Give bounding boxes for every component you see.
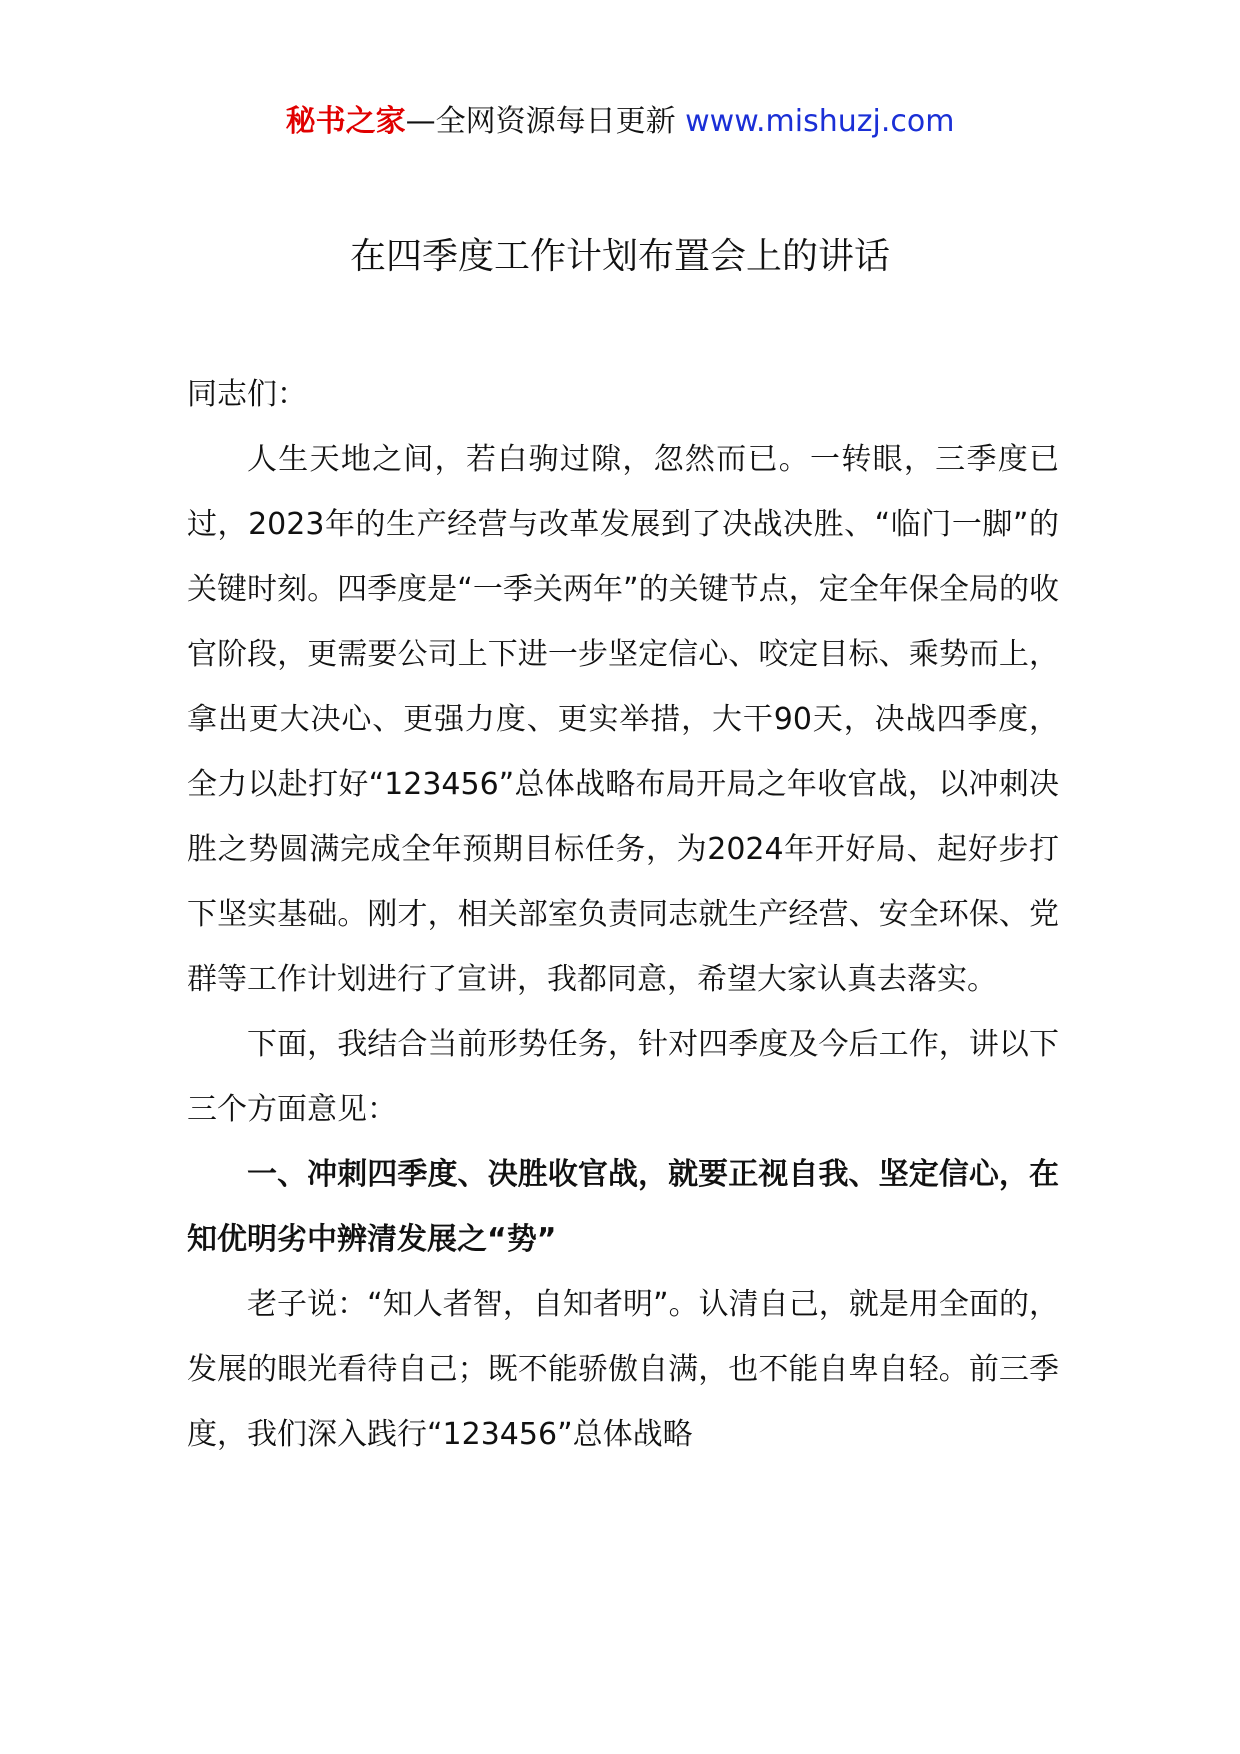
site-header: [0, 100, 1240, 144]
salutation: 同志们：: [187, 377, 307, 412]
document-title: 在四季度工作计划布置会上的讲话: [349, 236, 890, 277]
brand-name: 秘书之家: [285, 104, 406, 139]
section-heading-1: 一、冲刺四季度、决胜收官战，就要正视自我、坚定信心，在知优明劣中辨清发展之“势”: [187, 1157, 1059, 1257]
paragraph-section-1: 老子说：“知人者智，自知者明”。认清自己，就是用全面的，发展的眼光看待自己；既不能骄傲自满，也不能自卑自轻。前三季度，我们深入践行“123456”总体战略: [187, 1287, 1059, 1452]
site-url-link[interactable]: www.mishuzj.com: [685, 104, 955, 139]
header-tagline: —全网资源每日更新: [405, 104, 686, 139]
paragraph-outline: 下面，我结合当前形势任务，针对四季度及今后工作，讲以下三个方面意见：: [187, 1027, 1059, 1127]
paragraph-intro: 人生天地之间，若白驹过隙，忽然而已。一转眼，三季度已过，2023年的生产经营与改革发展到了决战决胜、“临门一脚”的关键时刻。四季度是“一季关两年”的关键节点，定全年保全局的收官阶段，更需要公司上下进一步坚定信心、咬定目标、乘势而上，拿出更大决心、更强力度、更实举措，大干90天，决战四季度，全力以赴打好“123456”总体战略布局开局之年收官战，以冲刺决胜之势圆满完成全年预期目标任务，为2024年开好局、起好步打下坚实基础。刚才，相关部室负责同志就生产经营、安全环保、党群等工作计划进行了宣讲，我都同意，希望大家认真去落实。: [187, 442, 1059, 997]
document-body: [187, 362, 1059, 1467]
